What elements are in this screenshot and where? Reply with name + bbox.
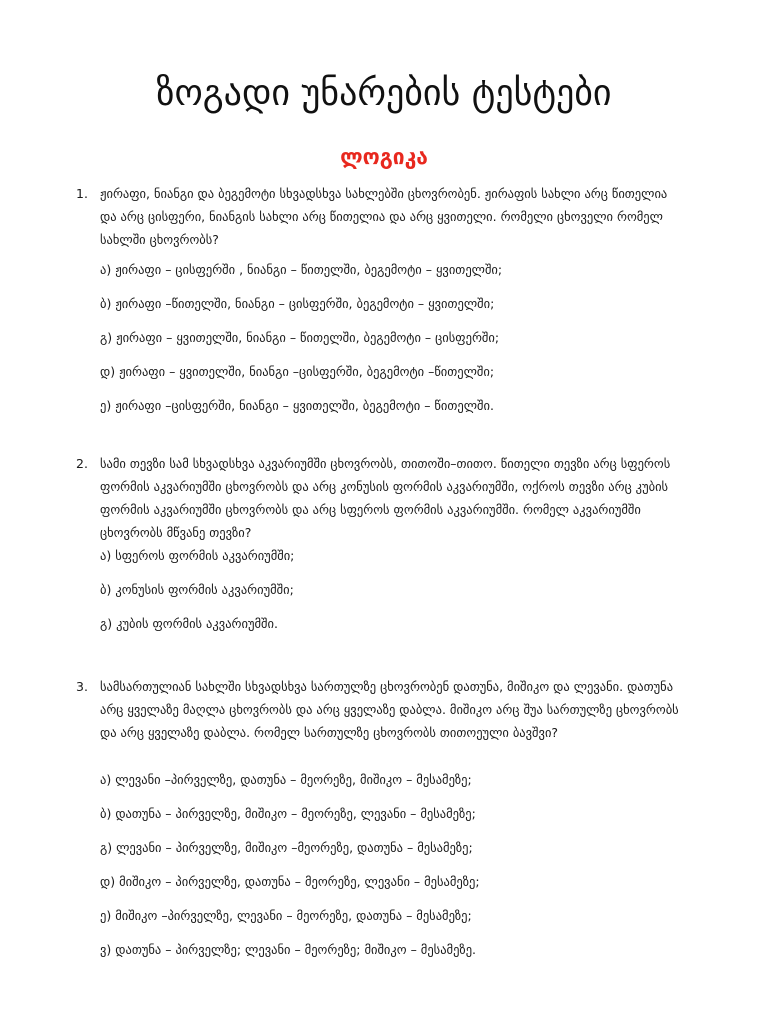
answer-option-b: ბ) დათუნა – პირველზე, მიშიკო – მეორეზე, ლევანი – მესამეზე; [100,806,476,821]
question-text: ჟირაფი, ნიანგი და ბეგემოტი სხვადსხვა სახლებში ცხოვრობენ. ჟირაფის სახლი არც წითელია და არც ცისფერი, ნიანგის სახლი არც წითელია და არც ყვითელი. რომელი ცხოველი რომელ სახლში ცხოვრობს? [100,186,668,247]
answer-option-d: დ) ჟირაფი – ყვითელში, ნიანგი –ცისფერში, ბეგემოტი –წითელში; [100,364,495,379]
answer-option-e: ე) ჟირაფი –ცისფერში, ნიანგი – ყვითელში, ბეგემოტი – წითელში. [100,398,494,413]
section-subtitle: ლოგიკა [340,145,428,169]
question-text: სამი თევზი სამ სხვადსხვა აკვარიუმში ცხოვრობს, თითოში–თითო. წითელი თევზი არც სფეროს ფორმის აკვარიუმში ცხოვრობს და არც კონუსის ფორმის აკვარიუმში, ოქროს თევზი არც კუბის ფორმის აკვარიუმში ცხოვრობს და არც სფეროს ფორმის აკვარიუმში. რომელ აკვარიუმში ცხოვრობს მწვანე თევზი? [100,456,671,540]
question-1 [0,182,768,412]
answer-option-c: გ) კუბის ფორმის აკვარიუმში. [100,616,278,631]
answer-option-a: ა) ლევანი –პირველზე, დათუნა – მეორეზე, მიშიკო – მესამეზე; [100,772,472,787]
question-text: სამსართულიან სახლში სხვადსხვა სართულზე ცხოვრობენ დათუნა, მიშიკო და ლევანი. დათუნა არც ყველაზე მაღლა ცხოვრობს და არც ყველაზე დაბლა. მიშიკო არც შუა სართულზე ცხოვრობს და არც ყველაზე დაბლა. რომელ სართულზე ცხოვრობს თითოეული ბავშვი? [100,679,679,740]
answer-option-b: ბ) კონუსის ფორმის აკვარიუმში; [100,582,294,597]
question-2 [0,452,768,632]
answer-option-c: გ) ლევანი – პირველზე, მიშიკო –მეორეზე, დათუნა – მესამეზე; [100,840,473,855]
answer-option-f: ვ) დათუნა – პირველზე; ლევანი – მეორეზე; მიშიკო – მესამეზე. [100,942,477,957]
question-number: 2. [76,456,88,471]
answer-option-c: გ) ჟირაფი – ყვითელში, ნიანგი – წითელში, ბეგემოტი – ცისფერში; [100,330,500,345]
answer-option-b: ბ) ჟირაფი –წითელში, ნიანგი – ცისფერში, ბეგემოტი – ყვითელში; [100,296,495,311]
page-title: ზოგადი უნარების ტესტები [156,73,612,114]
answer-option-e: ე) მიშიკო –პირველზე, ლევანი – მეორეზე, დათუნა – მესამეზე; [100,908,472,923]
question-number: 1. [76,186,88,201]
answer-option-a: ა) ჟირაფი – ცისფერში , ნიანგი – წითელში, ბეგემოტი – ყვითელში; [100,262,503,277]
answer-option-d: დ) მიშიკო – პირველზე, დათუნა – მეორეზე, ლევანი – მესამეზე; [100,874,480,889]
answer-option-a: ა) სფეროს ფორმის აკვარიუმში; [100,548,295,563]
question-3 [0,675,768,955]
question-number: 3. [76,679,88,694]
